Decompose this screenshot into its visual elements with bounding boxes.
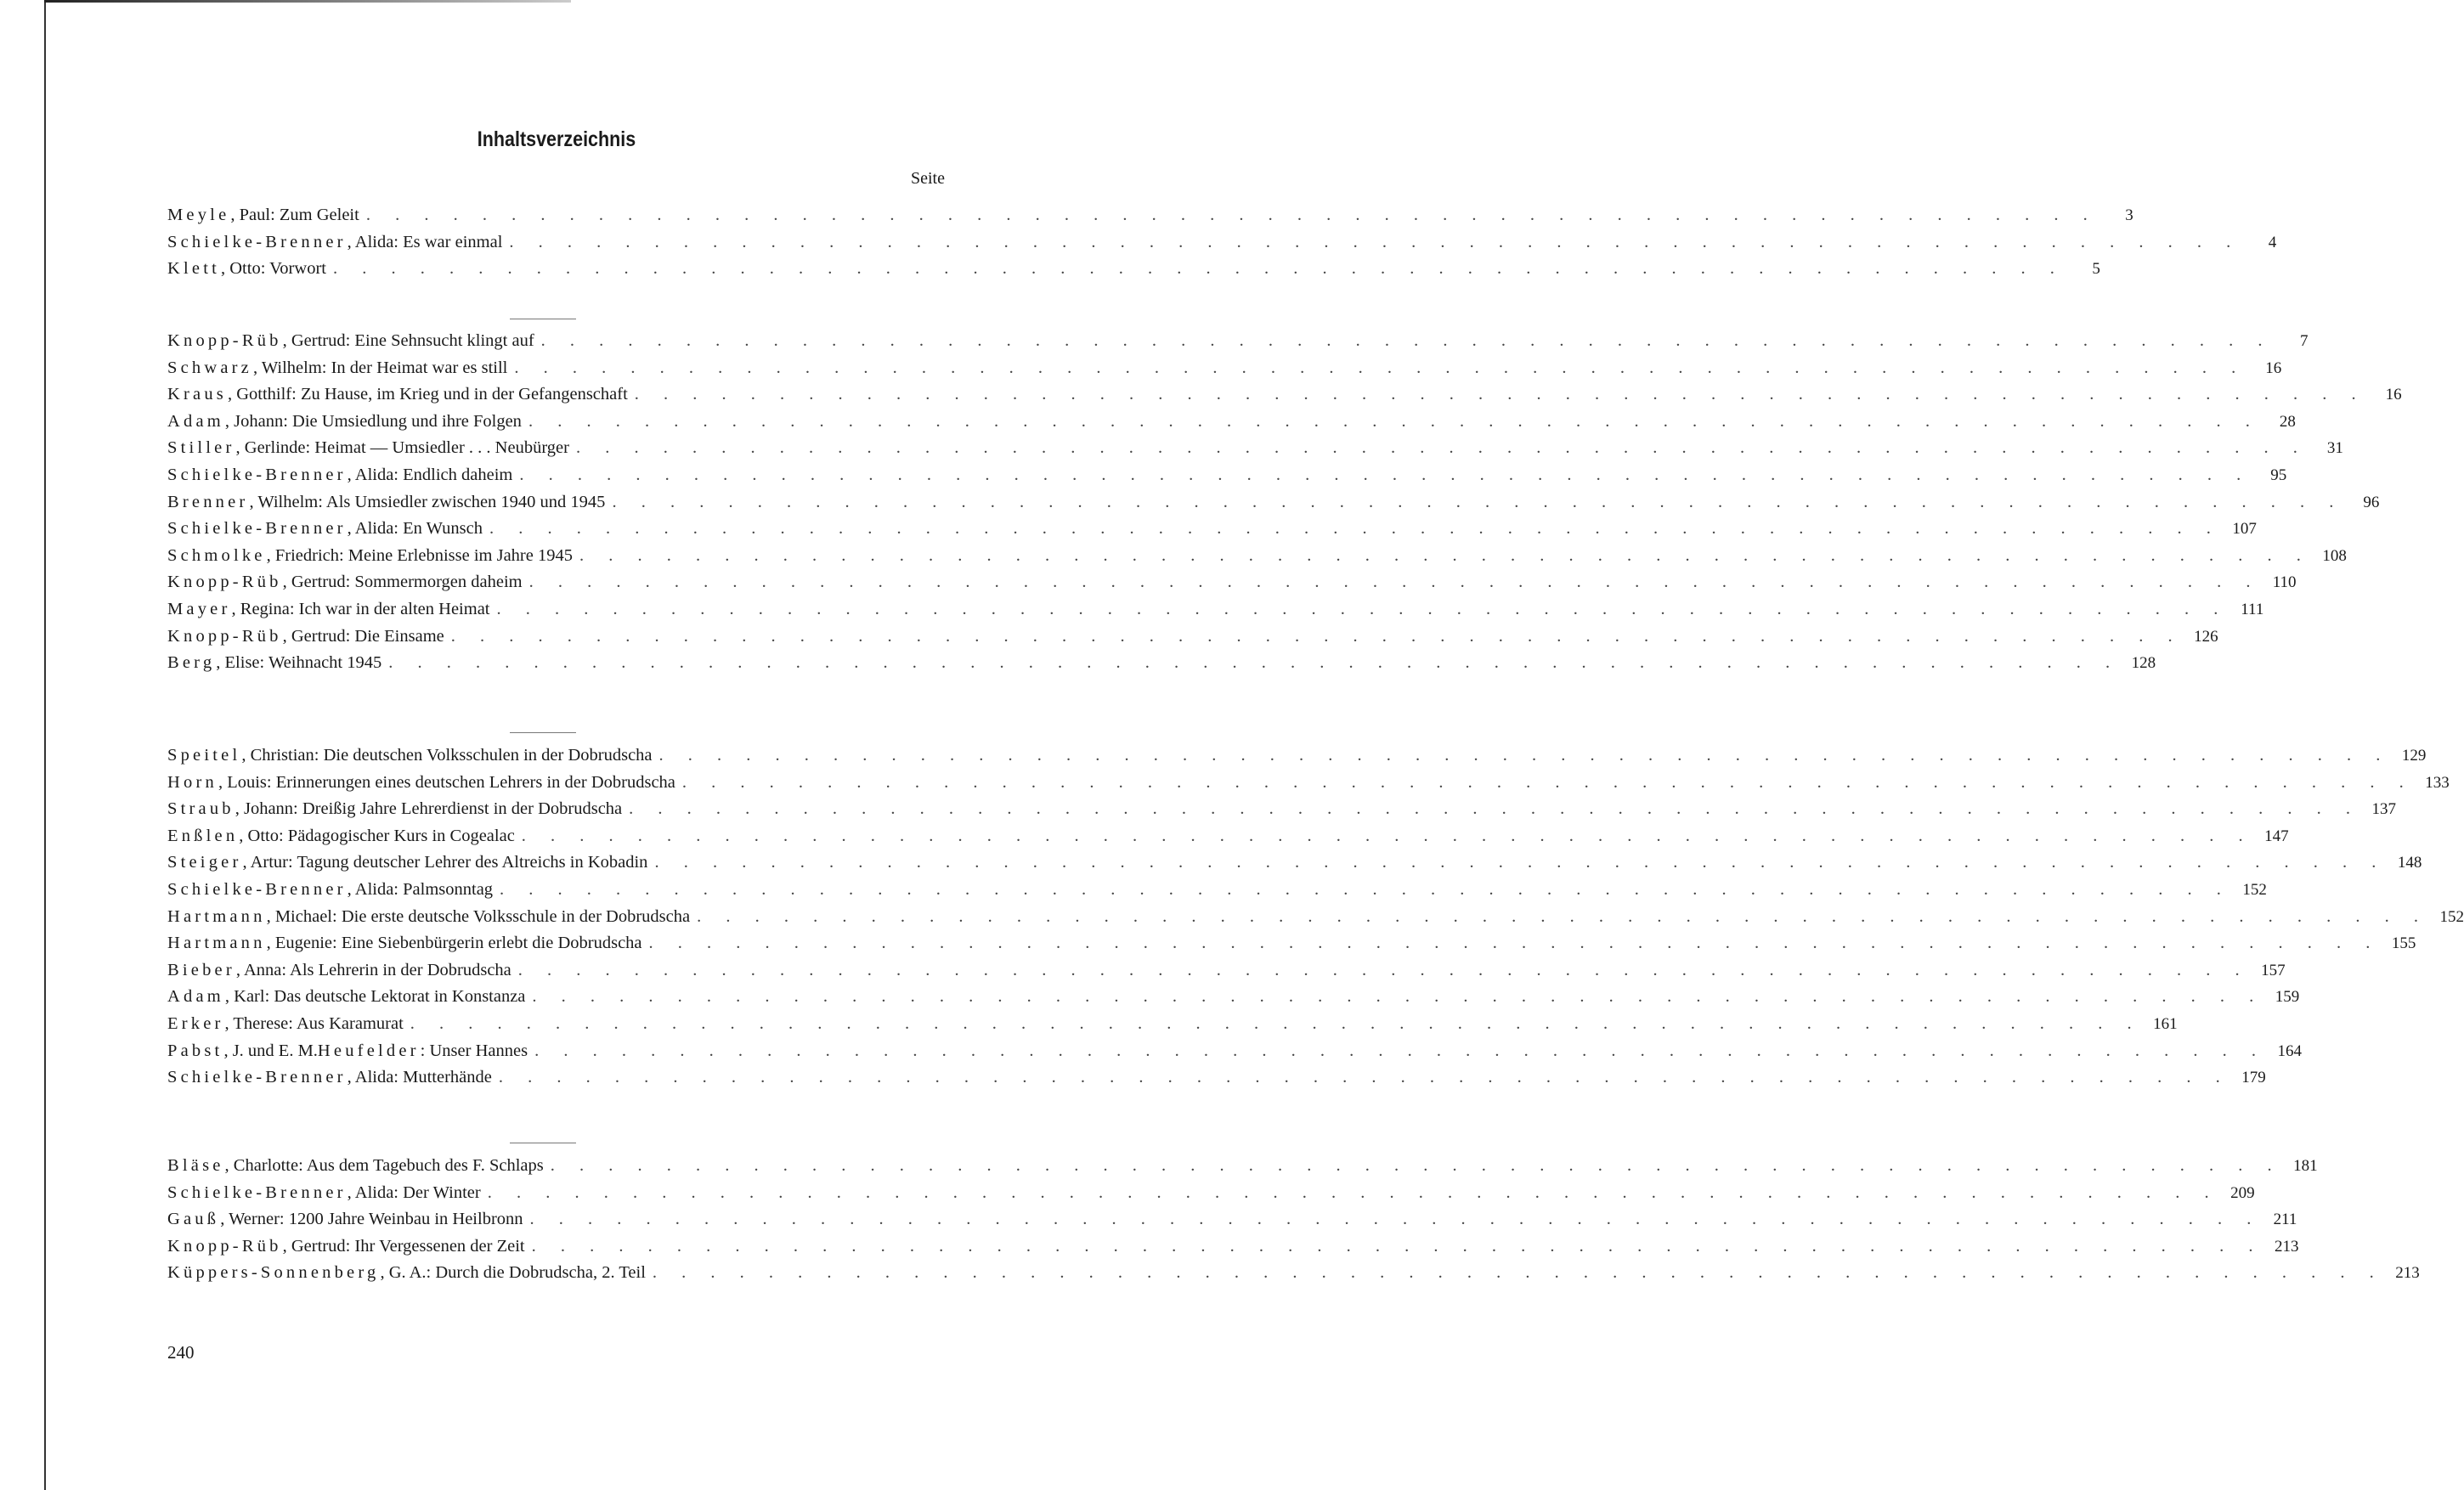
toc-entry-page: 161 <box>2153 1014 2178 1033</box>
toc-entry[interactable] <box>167 438 2343 466</box>
toc-entry-author: Schmolke <box>167 545 266 565</box>
dot-leader: . . . . . . . . . . . . . . . . . . . . . . . . . . . . . . . . . . . . . . . . . . . . . . . . . . . . . . . . . . . . <box>652 1263 2384 1283</box>
toc-entry-author: Kraus <box>167 385 227 404</box>
dot-leader: . . . . . . . . . . . . . . . . . . . . . . . . . . . . . . . . . . . . . . . . . . . . . . . . . . . . . . . . . . . . <box>534 1041 2266 1060</box>
dot-leader: . . . . . . . . . . . . . . . . . . . . . . . . . . . . . . . . . . . . . . . . . . . . . . . . . . . . . . . . . . . . <box>550 1156 2282 1175</box>
toc-entry-title: , Gertrud: Eine Sehnsucht klingt auf <box>282 331 534 350</box>
toc-entry-title-cont: : Unser Hannes <box>420 1041 528 1060</box>
toc-entry[interactable] <box>167 653 2156 680</box>
toc-entry-page: 159 <box>2275 988 2300 1007</box>
toc-entry-title: , Michael: Die erste deutsche Volksschule in der Dobrudscha <box>266 906 691 926</box>
toc-entry-title: , Alida: Es war einmal <box>347 232 503 251</box>
dot-leader: . . . . . . . . . . . . . . . . . . . . . . . . . . . . . . . . . . . . . . . . . . . . . . . . . . . . . . . . . . . . <box>654 853 2387 872</box>
toc-entry-title: , Johann: Die Umsiedlung und ihre Folgen <box>224 411 522 431</box>
toc-entry-author: Schielke-Brenner <box>167 465 347 484</box>
dot-leader: . . . . . . . . . . . . . . . . . . . . . . . . . . . . . . . . . . . . . . . . . . . . . . . . . . . . . . . . . . . . <box>496 599 2229 618</box>
toc-entry-author: Schielke-Brenner <box>167 232 347 251</box>
toc-entry[interactable] <box>167 1156 2318 1183</box>
toc-entry-page: 133 <box>2425 773 2450 792</box>
toc-section <box>167 206 2277 286</box>
dot-leader: . . . . . . . . . . . . . . . . . . . . . . . . . . . . . . . . . . . . . . . . . . . . . . . . . . . . . . . . . . . . <box>410 1013 2142 1033</box>
dot-leader: . . . . . . . . . . . . . . . . . . . . . . . . . . . . . . . . . . . . . . . . . . . . . . . . . . . . . . . . . . . . <box>521 826 2253 845</box>
toc-entry-page: 108 <box>2322 546 2347 565</box>
toc-entry[interactable] <box>167 1068 2266 1095</box>
toc-entry-title: , Alida: Der Winter <box>347 1182 481 1202</box>
dot-leader: . . . . . . . . . . . . . . . . . . . . . . . . . . . . . . . . . . . . . . . . . . . . . . . . . . . . . . . . . . . . <box>658 746 2391 765</box>
toc-entry-title: , Gertrud: Ihr Vergessenen der Zeit <box>282 1236 525 1256</box>
toc-entry[interactable] <box>167 411 2296 439</box>
toc-entry[interactable] <box>167 1013 2178 1041</box>
dot-leader: . . . . . . . . . . . . . . . . . . . . . . . . . . . . . . . . . . . . . . . . . . . . . . . . . . . . . . . . . . . . <box>517 960 2250 979</box>
toc-entry-author: Knopp-Rüb <box>167 331 282 350</box>
toc-entry-page: 152 <box>2439 907 2464 926</box>
dot-leader: . . . . . . . . . . . . . . . . . . . . . . . . . . . . . . . . . . . . . . . . . . . . . . . . . . . . . . . . . . . . <box>487 1182 2219 1202</box>
toc-entry-author: Stiller <box>167 438 235 458</box>
toc-entry-page: 16 <box>2265 358 2282 377</box>
dot-leader: . . . . . . . . . . . . . . . . . . . . . . . . . . . . . . . . . . . . . . . . . . . . . . . . . . . . . . . . . . . . <box>531 1236 2263 1256</box>
dot-leader: . . . . . . . . . . . . . . . . . . . . . . . . . . . . . . . . . . . . . . . . . . . . . . . . . . . . . . . . . . . . <box>629 799 2361 819</box>
dot-leader: . . . . . . . . . . . . . . . . . . . . . . . . . . . . . . . . . . . . . . . . . . . . . . . . . . . . . . . . . . . . <box>514 358 2246 377</box>
toc-entry[interactable] <box>167 934 2416 961</box>
toc-entry-page: 96 <box>2363 493 2380 511</box>
toc-entry[interactable] <box>167 599 2264 627</box>
toc-entry-author: Straub <box>167 799 235 819</box>
dot-leader: . . . . . . . . . . . . . . . . . . . . . . . . . . . . . . . . . . . . . . . . . . . . . . . . . . . . . . . . . . . . <box>500 879 2231 899</box>
dot-leader: . . . . . . . . . . . . . . . . . . . . . . . . . . . . . . . . . . . . . . . . . . . . . . . . . . . . . . . . . . . . <box>489 519 2221 539</box>
toc-entry[interactable] <box>167 331 2309 358</box>
toc-entry-title: , Regina: Ich war in der alten Heimat <box>231 599 490 618</box>
page-scan-top-edge <box>44 0 571 3</box>
toc-entry-author: Hartmann <box>167 906 266 926</box>
toc-entry-title: , Friedrich: Meine Erlebnisse im Jahre 1945 <box>266 545 573 565</box>
toc-entry-author: Horn <box>167 772 218 792</box>
toc-entry[interactable] <box>167 1210 2297 1237</box>
toc-entry-title: , Johann: Dreißig Jahre Lehrerdienst in der Dobrudscha <box>235 799 623 819</box>
toc-entry[interactable] <box>167 1041 2302 1069</box>
toc-entry[interactable] <box>167 826 2289 854</box>
toc-entry-page: 209 <box>2230 1183 2255 1202</box>
toc-entry-author: Hartmann <box>167 934 266 953</box>
toc-entry[interactable] <box>167 746 2427 773</box>
toc-entry-page: 157 <box>2261 961 2286 979</box>
toc-entry-page: 213 <box>2275 1237 2299 1256</box>
toc-entry-author: Brenner <box>167 492 249 511</box>
dot-leader: . . . . . . . . . . . . . . . . . . . . . . . . . . . . . . . . . . . . . . . . . . . . . . . . . . . . . . . . . . . . <box>579 545 2311 565</box>
toc-entry[interactable] <box>167 232 2277 260</box>
toc-entry[interactable] <box>167 385 2402 412</box>
toc-entry-author: Schwarz <box>167 358 252 377</box>
toc-entry-page: 129 <box>2401 747 2427 765</box>
toc-entry-page: 107 <box>2232 520 2257 539</box>
toc-entry[interactable] <box>167 1182 2255 1211</box>
toc-entry-author: Schielke-Brenner <box>167 1068 347 1087</box>
page-scan-left-edge <box>44 0 46 1490</box>
toc-entry-page: 111 <box>2241 600 2264 618</box>
toc-entry-author: Schielke-Brenner <box>167 519 347 539</box>
toc-entry-page: 137 <box>2371 800 2397 819</box>
toc-entry[interactable] <box>167 1236 2299 1264</box>
toc-entry-title: , Alida: Mutterhände <box>347 1068 492 1087</box>
toc-entry-page: 4 <box>2268 233 2277 251</box>
toc-entry-author: Berg <box>167 653 216 673</box>
toc-entry-page: 179 <box>2241 1069 2266 1087</box>
toc-entry-page: 148 <box>2397 854 2422 872</box>
toc-entry-page: 147 <box>2264 827 2289 845</box>
toc-entry[interactable] <box>167 879 2267 907</box>
toc-entry-title: , Artur: Tagung deutscher Lehrer des Altreichs in Kobadin <box>242 853 648 872</box>
toc-entry[interactable] <box>167 465 2287 493</box>
toc-entry[interactable] <box>167 545 2347 573</box>
toc-entry[interactable] <box>167 358 2282 386</box>
dot-leader: . . . . . . . . . . . . . . . . . . . . . . . . . . . . . . . . . . . . . . . . . . . . . . . . . . . . . . . . . . . . <box>697 906 2428 926</box>
toc-entry-page: 28 <box>2279 412 2296 431</box>
toc-entry-title: , Paul: Zum Geleit <box>230 206 359 224</box>
toc-entry-author: Klett <box>167 259 220 279</box>
toc-entry-title: , Gertrud: Die Einsame <box>282 626 444 646</box>
toc-entry-author: Enßlen <box>167 826 239 845</box>
dot-leader: . . . . . . . . . . . . . . . . . . . . . . . . . . . . . . . . . . . . . . . . . . . . . . . . . . . . . . . . . . . . <box>634 385 2366 404</box>
section-divider <box>510 732 576 733</box>
toc-entry-page: 211 <box>2273 1211 2297 1229</box>
toc-entry-page: 5 <box>2092 260 2100 279</box>
page-title: Inhaltsverzeichnis <box>477 127 636 151</box>
toc-entry[interactable] <box>167 206 2133 233</box>
toc-entry[interactable] <box>167 626 2218 654</box>
toc-entry-title: , J. und E. M. <box>223 1041 318 1060</box>
toc-entry-author: Küppers-Sonnenberg <box>167 1263 380 1283</box>
toc-entry-title: , Elise: Weihnacht 1945 <box>216 653 382 673</box>
dot-leader: . . . . . . . . . . . . . . . . . . . . . . . . . . . . . . . . . . . . . . . . . . . . . . . . . . . . . . . . . . . . <box>612 492 2344 511</box>
dot-leader: . . . . . . . . . . . . . . . . . . . . . . . . . . . . . . . . . . . . . . . . . . . . . . . . . . . . . . . . . . . . <box>509 232 2241 251</box>
toc-entry[interactable] <box>167 772 2450 800</box>
toc-entry-author: Pabst <box>167 1041 223 1060</box>
toc-entry[interactable] <box>167 987 2300 1014</box>
toc-entry-page: 164 <box>2277 1041 2302 1060</box>
toc-entry-title: , Wilhelm: Als Umsiedler zwischen 1940 und 1945 <box>249 492 606 511</box>
toc-entry-author: Speitel <box>167 746 241 765</box>
dot-leader: . . . . . . . . . . . . . . . . . . . . . . . . . . . . . . . . . . . . . . . . . . . . . . . . . . . . . . . . . . . . <box>519 465 2252 484</box>
toc-entry-page: 16 <box>2385 386 2402 404</box>
toc-entry-page: 128 <box>2131 654 2156 673</box>
toc-entry-author: Adam <box>167 411 224 431</box>
dot-leader: . . . . . . . . . . . . . . . . . . . . . . . . . . . . . . . . . . . . . . . . . . . . . . . . . . . . . . . . . . . . <box>388 653 2121 673</box>
dot-leader: . . . . . . . . . . . . . . . . . . . . . . . . . . . . . . . . . . . . . . . . . . . . . . . . . . . . . . . . . . . . <box>529 1210 2262 1229</box>
toc-entry-author: Schielke-Brenner <box>167 1182 347 1202</box>
toc-entry[interactable] <box>167 519 2257 546</box>
dot-leader: . . . . . . . . . . . . . . . . . . . . . . . . . . . . . . . . . . . . . . . . . . . . . . . . . . . . . . . . . . . . <box>575 438 2308 458</box>
toc-entry-author: Steiger <box>167 853 242 872</box>
toc-entry-title: , Alida: Palmsonntag <box>347 879 494 899</box>
dot-leader: . . . . . . . . . . . . . . . . . . . . . . . . . . . . . . . . . . . . . . . . . . . . . . . . . . . . . . . . . . . . <box>365 206 2098 224</box>
toc-entry-author: Adam <box>167 987 224 1007</box>
toc-entry-author: Gauß <box>167 1210 220 1229</box>
toc-entry-author: Knopp-Rüb <box>167 573 282 592</box>
toc-entry[interactable] <box>167 960 2286 988</box>
toc-entry-title: , Charlotte: Aus dem Tagebuch des F. Schlaps <box>224 1156 544 1175</box>
toc-section <box>167 746 2464 1095</box>
toc-entry-title: , Wilhelm: In der Heimat war es still <box>252 358 508 377</box>
toc-entry-title: , Alida: En Wunsch <box>347 519 483 539</box>
toc-entry-page: 3 <box>2125 206 2133 224</box>
toc-entry-page: 126 <box>2194 627 2218 646</box>
toc-entry-title: , Louis: Erinnerungen eines deutschen Lehrers in der Dobrudscha <box>218 772 675 792</box>
toc-entry-author: Knopp-Rüb <box>167 626 282 646</box>
toc-entry-author: Schielke-Brenner <box>167 879 347 899</box>
toc-entry-page: 31 <box>2326 439 2343 458</box>
toc-entry[interactable] <box>167 853 2422 880</box>
toc-entry[interactable] <box>167 259 2100 286</box>
toc-section <box>167 1156 2420 1290</box>
toc-entry-title: , Otto: Pädagogischer Kurs in Cogealac <box>239 826 515 845</box>
toc-entry-title: , Werner: 1200 Jahre Weinbau in Heilbronn <box>220 1210 523 1229</box>
dot-leader: . . . . . . . . . . . . . . . . . . . . . . . . . . . . . . . . . . . . . . . . . . . . . . . . . . . . . . . . . . . . <box>540 331 2273 350</box>
dot-leader: . . . . . . . . . . . . . . . . . . . . . . . . . . . . . . . . . . . . . . . . . . . . . . . . . . . . . . . . . . . . <box>528 573 2261 592</box>
toc-entry-page: 181 <box>2293 1157 2318 1175</box>
toc-entry-title: , Therese: Aus Karamurat <box>224 1013 404 1033</box>
toc-entry-title: , Gertrud: Sommermorgen daheim <box>282 573 523 592</box>
toc-entry-title: , G. A.: Durch die Dobrudscha, 2. Teil <box>380 1263 646 1283</box>
toc-entry-title: , Eugenie: Eine Siebenbürgerin erlebt die Dobrudscha <box>266 934 642 953</box>
toc-entry-title: , Christian: Die deutschen Volksschulen in der Dobrudscha <box>241 746 653 765</box>
toc-entry-page: 152 <box>2242 880 2267 899</box>
toc-entry-author: Meyle <box>167 206 230 224</box>
toc-entry-title: , Anna: Als Lehrerin in der Dobrudscha <box>235 960 511 979</box>
toc-entry-title: , Gerlinde: Heimat — Umsiedler . . . Neubürger <box>235 438 569 458</box>
toc-entry-title: , Otto: Vorwort <box>221 259 326 279</box>
toc-entry[interactable] <box>167 492 2380 520</box>
dot-leader: . . . . . . . . . . . . . . . . . . . . . . . . . . . . . . . . . . . . . . . . . . . . . . . . . . . . . . . . . . . . <box>450 626 2183 646</box>
toc-entry-title: , Karl: Das deutsche Lektorat in Konstanza <box>224 987 526 1007</box>
page-number-folio: 240 <box>167 1342 195 1363</box>
dot-leader: . . . . . . . . . . . . . . . . . . . . . . . . . . . . . . . . . . . . . . . . . . . . . . . . . . . . . . . . . . . . <box>648 934 2381 953</box>
dot-leader: . . . . . . . . . . . . . . . . . . . . . . . . . . . . . . . . . . . . . . . . . . . . . . . . . . . . . . . . . . . . <box>332 259 2065 279</box>
toc-entry-author: Knopp-Rüb <box>167 1236 282 1256</box>
dot-leader: . . . . . . . . . . . . . . . . . . . . . . . . . . . . . . . . . . . . . . . . . . . . . . . . . . . . . . . . . . . . <box>528 411 2260 431</box>
toc-entry[interactable] <box>167 906 2464 934</box>
toc-entry[interactable] <box>167 573 2297 600</box>
toc-entry[interactable] <box>167 799 2397 827</box>
toc-entry-page: 213 <box>2395 1264 2420 1283</box>
dot-leader: . . . . . . . . . . . . . . . . . . . . . . . . . . . . . . . . . . . . . . . . . . . . . . . . . . . . . . . . . . . . <box>681 772 2414 792</box>
toc-entry-page: 7 <box>2300 332 2309 350</box>
toc-entry-author: Bläse <box>167 1156 224 1175</box>
toc-entry-author: Erker <box>167 1013 224 1033</box>
toc-section <box>167 331 2402 680</box>
dot-leader: . . . . . . . . . . . . . . . . . . . . . . . . . . . . . . . . . . . . . . . . . . . . . . . . . . . . . . . . . . . . <box>498 1068 2230 1087</box>
toc-entry-page: 155 <box>2391 934 2416 953</box>
toc-entry[interactable] <box>167 1263 2420 1290</box>
toc-entry-page: 95 <box>2270 466 2287 484</box>
dot-leader: . . . . . . . . . . . . . . . . . . . . . . . . . . . . . . . . . . . . . . . . . . . . . . . . . . . . . . . . . . . . <box>532 987 2264 1007</box>
toc-entry-title: , Alida: Endlich daheim <box>347 465 513 484</box>
toc-entry-title: , Gotthilf: Zu Hause, im Krieg und in der Gefangenschaft <box>227 385 628 404</box>
toc-entry-coauthor: Heufelder <box>317 1041 420 1060</box>
page-column-label: Seite <box>911 169 945 188</box>
toc-entry-author: Bieber <box>167 960 235 979</box>
toc-entry-author: Mayer <box>167 599 231 618</box>
toc-entry-page: 110 <box>2272 573 2297 592</box>
